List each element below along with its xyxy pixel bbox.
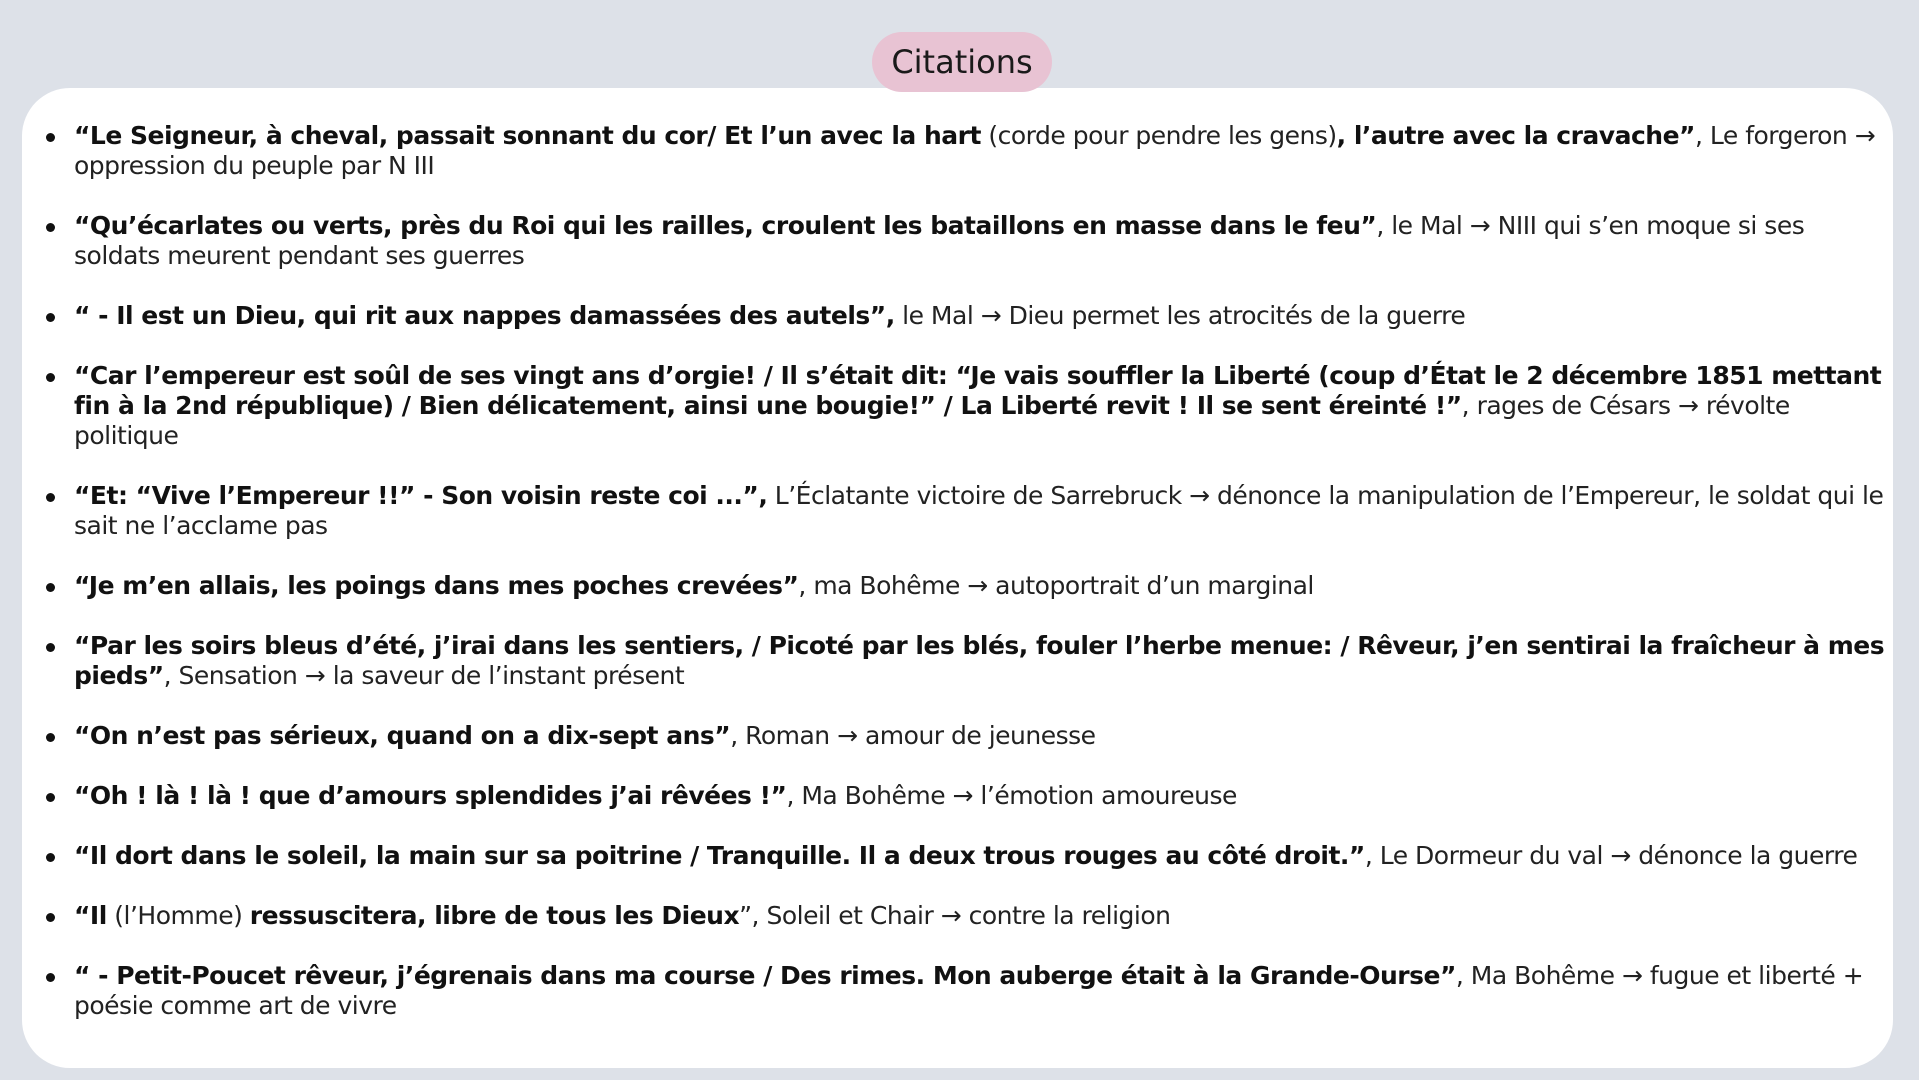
- quote-source: , Ma Bohême → l’émotion amoureuse: [786, 781, 1237, 810]
- bullet-icon: [46, 973, 55, 982]
- quote-source: (corde pour pendre les gens): [980, 121, 1337, 150]
- bullet-icon: [46, 493, 55, 502]
- quote-item: [22, 631, 1893, 691]
- quote-text: “Oh ! là ! là ! que d’amours splendides j’ai rêvées !”: [74, 781, 787, 810]
- quote-item: [22, 841, 1893, 871]
- quote-text: “Le Seigneur, à cheval, passait sonnant du cor/ Et l’un avec la hart: [74, 121, 981, 150]
- bullet-icon: [46, 643, 55, 652]
- quote-text: “ - Il est un Dieu, qui rit aux nappes damassées des autels”,: [74, 301, 895, 330]
- bullet-icon: [46, 223, 55, 232]
- quote-source: ”, Soleil et Chair → contre la religion: [739, 901, 1171, 930]
- bullet-icon: [46, 853, 55, 862]
- quote-text: “Il: [74, 901, 107, 930]
- quote-item: [22, 361, 1893, 451]
- quote-text: “Il dort dans le soleil, la main sur sa poitrine / Tranquille. Il a deux trous rouges au côté droit.”: [74, 841, 1365, 870]
- bullet-icon: [46, 133, 55, 142]
- quote-text: “Et: “Vive l’Empereur !!” - Son voisin reste coi ...”,: [74, 481, 768, 510]
- quote-item: [22, 901, 1893, 931]
- quote-source: , Ma Bohême → fugue et liberté + poésie comme art de vivre: [74, 961, 1864, 1020]
- quote-item: [22, 301, 1893, 331]
- quote-item: [22, 781, 1893, 811]
- quote-text: , l’autre avec la cravache”: [1336, 121, 1695, 150]
- quote-source: (l’Homme): [106, 901, 250, 930]
- quote-source: , Le Dormeur du val → dénonce la guerre: [1364, 841, 1858, 870]
- bullet-icon: [46, 373, 55, 382]
- bullet-icon: [46, 313, 55, 322]
- quote-text: “ - Petit-Poucet rêveur, j’égrenais dans ma course / Des rimes. Mon auberge était à la Grande-Ourse”: [74, 961, 1456, 990]
- content-card: [22, 88, 1893, 1068]
- bullet-icon: [46, 583, 55, 592]
- quote-item: [22, 121, 1893, 181]
- quote-item: [22, 961, 1893, 1021]
- quote-source: , Sensation → la saveur de l’instant présent: [163, 661, 685, 690]
- quote-text: “Je m’en allais, les poings dans mes poches crevées”: [74, 571, 799, 600]
- quote-text: “On n’est pas sérieux, quand on a dix-sept ans”: [74, 721, 731, 750]
- quote-text: “Qu’écarlates ou verts, près du Roi qui les railles, croulent les bataillons en masse dans le feu”: [74, 211, 1377, 240]
- quote-source: le Mal → Dieu permet les atrocités de la guerre: [894, 301, 1466, 330]
- quote-source: , le Mal → NIII qui s’en moque si ses soldats meurent pendant ses guerres: [74, 211, 1805, 270]
- quote-item: [22, 721, 1893, 751]
- quote-source: , rages de Césars → révolte politique: [74, 391, 1790, 450]
- quote-item: [22, 211, 1893, 271]
- quote-text: “Par les soirs bleus d’été, j’irai dans les sentiers, / Picoté par les blés, fouler l’herbe menue: / Rêveur, j’en sentirai la fraîcheur à mes pieds”: [74, 631, 1885, 690]
- quote-source: , ma Bohême → autoportrait d’un marginal: [798, 571, 1314, 600]
- quote-text: ressuscitera, libre de tous les Dieux: [249, 901, 740, 930]
- quote-source: L’Éclatante victoire de Sarrebruck → dénonce la manipulation de l’Empereur, le soldat qui le sait ne l’acclame pas: [74, 481, 1884, 540]
- quote-item: [22, 571, 1893, 601]
- quote-item: [22, 481, 1893, 541]
- bullet-icon: [46, 733, 55, 742]
- bullet-icon: [46, 913, 55, 922]
- quote-source: , Le forgeron → oppression du peuple par N III: [74, 121, 1876, 180]
- quote-list: [22, 121, 1893, 1021]
- page-title: Citations: [872, 32, 1052, 92]
- quote-text: “Car l’empereur est soûl de ses vingt ans d’orgie! / Il s’était dit: “Je vais souffler la Liberté (coup d’État le 2 décembre 1851 mettant fin à la 2nd république) / Bien délicatement, ainsi une bougie!” / La Liberté revit ! Il se sent éreinté !”: [74, 361, 1882, 420]
- quote-source: , Roman → amour de jeunesse: [730, 721, 1096, 750]
- bullet-icon: [46, 793, 55, 802]
